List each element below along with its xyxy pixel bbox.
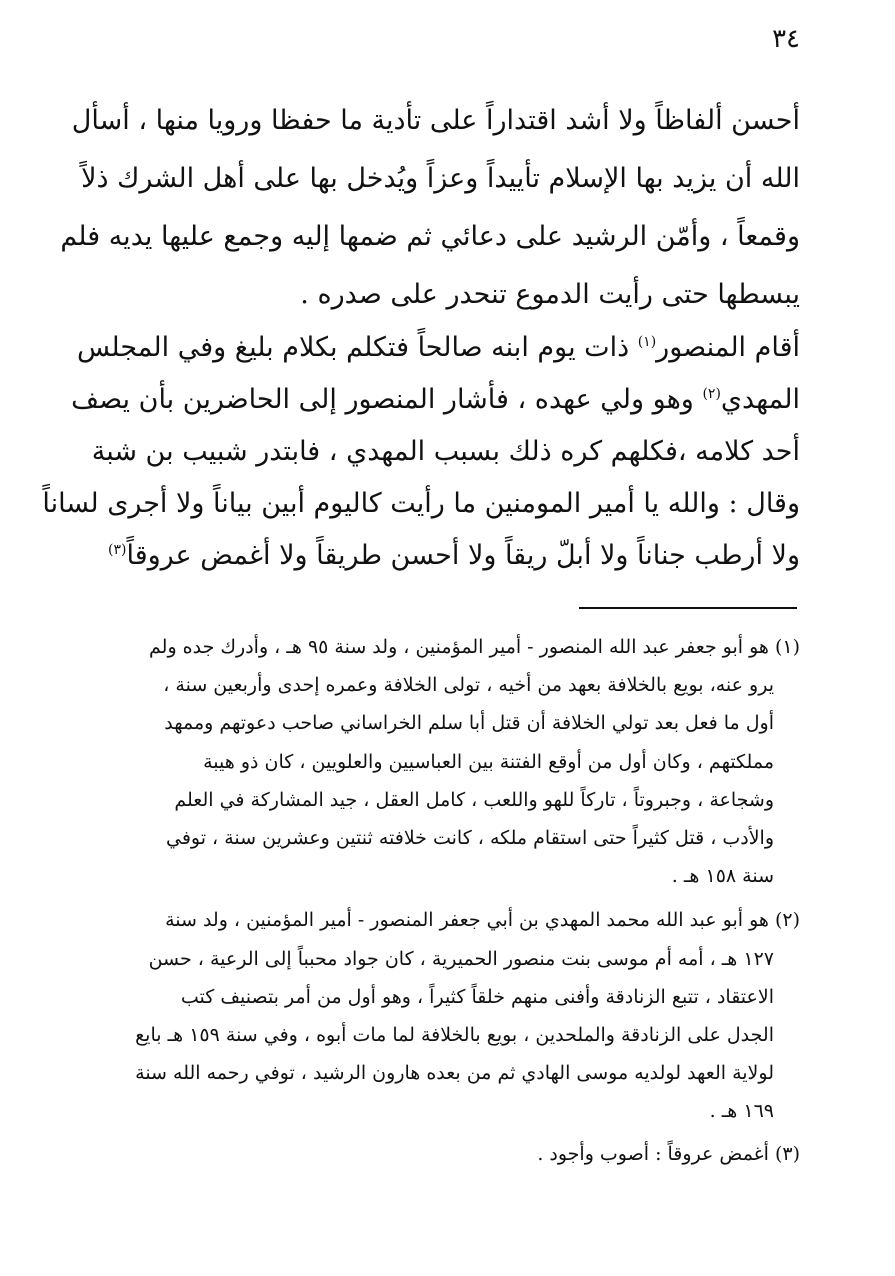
footnote-3: [100, 1135, 800, 1173]
body-text-segment: أحد كلامه ،فكلهم كره ذلك بسبب المهدي ، فابتدر شبيب بن شبة: [91, 436, 800, 467]
footnote-2: [100, 901, 800, 1130]
footnote-line: الجدل على الزنادقة والملحدين ، بويع بالخلافة لما مات أبوه ، وفي سنة ١٥٩ هـ بايع: [135, 1024, 774, 1047]
footnote-line: والأدب ، قتل كثيراً حتى استقام ملكه ، كانت خلافته ثنتين وعشرين سنة ، توفي: [166, 827, 774, 850]
footnote-separator: [579, 607, 797, 609]
footnotes: [100, 628, 800, 1173]
body-line: [76, 322, 800, 374]
footnote-reference-2[interactable]: (٢): [702, 386, 721, 402]
footnote-line: (١) هو أبو جعفر عبد الله المنصور - أمير المؤمنين ، ولد سنة ٩٥ هـ ، وأدرك جده ولم: [149, 636, 800, 658]
footnote-line: الاعتقاد ، تتبع الزنادقة وأفنى منهم خلقاً كثيراً ، وهو أول من أمر بتصنيف كتب: [180, 985, 774, 1008]
body-line: [71, 374, 800, 426]
body-line: [42, 478, 800, 530]
body-line: وقمعاً ، وأمّن الرشيد على دعائي ثم ضمها إليه وجمع عليها يديه فلم: [60, 221, 800, 252]
footnote-reference-3[interactable]: (٣): [108, 542, 127, 558]
body-text-segment: ذات يوم ابنه صالحاً فتكلم بكلام بليغ وفي المجلس: [76, 332, 638, 363]
body-line: الله أن يزيد بها الإسلام تأييداً وعزاً ويُدخل بها على أهل الشرك ذلاً: [81, 163, 800, 194]
body-line: يبسطها حتى رأيت الدموع تنحدر على صدره .: [300, 279, 800, 310]
body-text-segment: ولا أرطب جناناً ولا أبلّ ريقاً ولا أحسن طريقاً ولا أغمض عروقاً: [126, 540, 800, 571]
page-number: ٣٤: [772, 24, 800, 54]
body-line: [110, 530, 800, 582]
footnote-line: سنة ١٥٨ هـ .: [671, 865, 774, 888]
footnote-line: (٣) أغمض عروقاً : أصوب وأجود .: [537, 1142, 800, 1165]
footnote-reference-1[interactable]: (١): [637, 334, 657, 350]
body-text-segment: وهو ولي عهده ، فأشار المنصور إلى الحاضرين بأن يصف: [71, 384, 703, 415]
body-text-segment: وقال : والله يا أمير المومنين ما رأيت كاليوم أبين بياناً ولا أجرى لساناً: [42, 488, 800, 519]
footnote-line: مملكتهم ، وكان أول من أوقع الفتنة بين العباسيين والعلويين ، كان ذو هيبة: [203, 750, 774, 773]
footnote-line: أول ما فعل بعد تولي الخلافة أن قتل أبا سلم الخراساني صاحب دعوتهم وممهد: [164, 712, 774, 735]
footnote-1: [100, 628, 800, 895]
footnote-line: وشجاعة ، وجبروتاً ، تاركاً للهو واللعب ، كامل العقل ، جيد المشاركة في العلم: [174, 788, 774, 811]
body-text-segment: المهدي: [720, 384, 800, 415]
footnote-line: (٢) هو أبو عبد الله محمد المهدي بن أبي جعفر المنصور - أمير المؤمنين ، ولد سنة: [165, 909, 800, 932]
body-paragraph-2: [42, 322, 800, 582]
footnote-line: يرو عنه، بويع بالخلافة بعهد من أخيه ، تولى الخلافة وعمره إحدى وأربعين سنة ،: [163, 674, 774, 697]
footnote-line: ١٦٩ هـ .: [709, 1100, 774, 1123]
body-text-segment: أقام المنصور: [656, 332, 800, 363]
body-line: أحسن ألفاظاً ولا أشد اقتداراً على تأدية ما حفظا ورويا منها ، أسأل: [71, 105, 800, 136]
body-paragraph-1: [60, 92, 800, 324]
footnote-line: لولاية العهد لولديه موسى الهادي ثم من بعده هارون الرشيد ، توفي رحمه الله سنة: [135, 1062, 774, 1085]
body-line: [91, 426, 800, 478]
footnote-line: ١٢٧ هـ ، أمه أم موسى بنت منصور الحميرية ، كان جواد محبباً إلى الرعية ، حسن: [148, 947, 774, 970]
